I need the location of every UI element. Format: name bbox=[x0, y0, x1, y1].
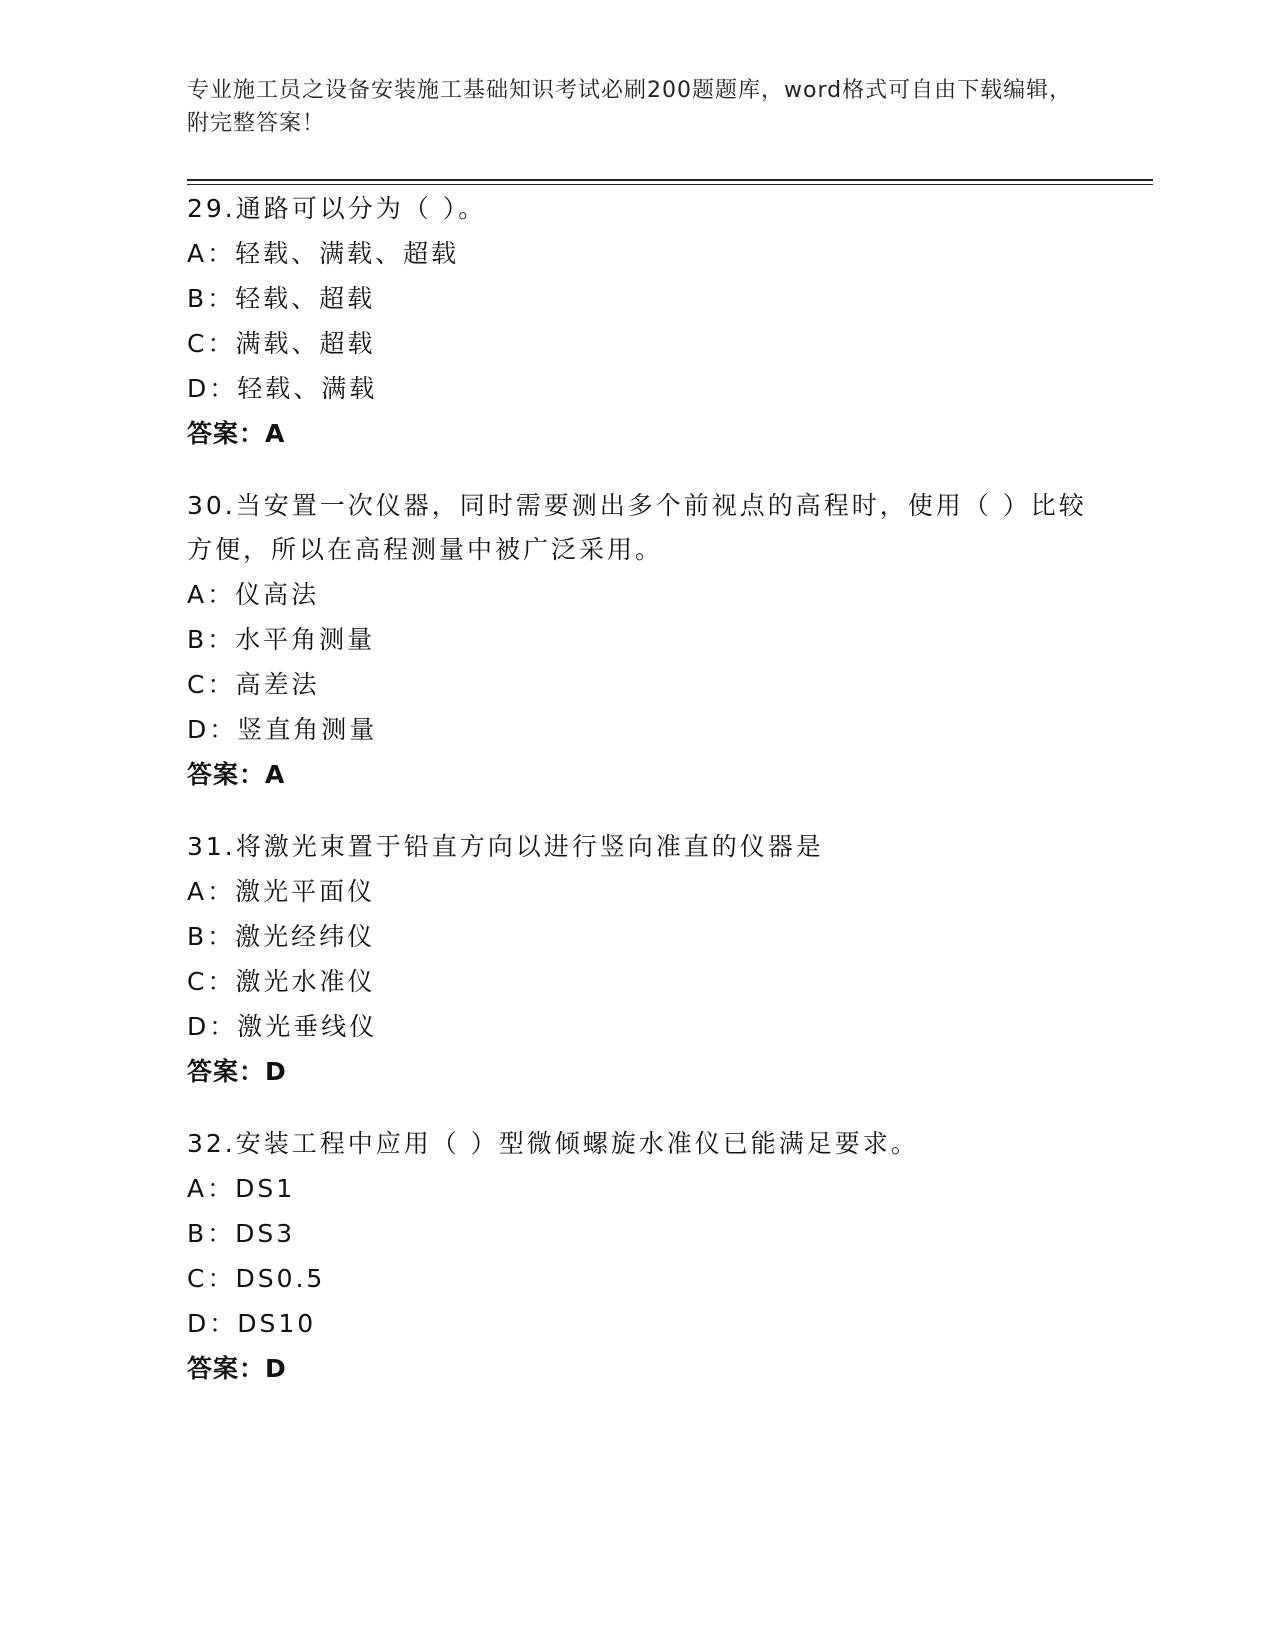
option-c: C：激光水准仪 bbox=[187, 967, 376, 996]
option-b: B：激光经纬仪 bbox=[187, 922, 376, 951]
question-stem: 30.当安置一次仪器，同时需要测出多个前视点的高程时，使用（ ）比较方便，所以在高程测量中被广泛采用。 bbox=[187, 491, 1087, 564]
answer-label: 答案： bbox=[187, 1354, 266, 1383]
question-list bbox=[187, 187, 1087, 1419]
option-c: C：DS0.5 bbox=[187, 1264, 326, 1293]
option-b: B：水平角测量 bbox=[187, 625, 376, 654]
option-c: C：满载、超载 bbox=[187, 329, 376, 358]
answer-line bbox=[187, 1346, 1087, 1392]
question-32 bbox=[187, 1122, 1087, 1392]
option-c: C：高差法 bbox=[187, 670, 320, 699]
answer-label: 答案： bbox=[187, 1057, 266, 1086]
answer-line bbox=[187, 1049, 1087, 1095]
question-stem: 31.将激光束置于铅直方向以进行竖向准直的仪器是 bbox=[187, 832, 824, 861]
question-31 bbox=[187, 825, 1087, 1095]
answer-value: A bbox=[265, 760, 286, 789]
answer-value: D bbox=[265, 1354, 287, 1383]
question-stem: 29.通路可以分为（ ）。 bbox=[187, 194, 487, 223]
answer-value: D bbox=[265, 1057, 287, 1086]
header-divider-bottom bbox=[187, 184, 1153, 185]
option-b: B：DS3 bbox=[187, 1219, 296, 1248]
option-d: D：激光垂线仪 bbox=[187, 1012, 378, 1041]
option-a: A：激光平面仪 bbox=[187, 877, 376, 906]
answer-line bbox=[187, 752, 1087, 798]
option-d: D：DS10 bbox=[187, 1309, 317, 1338]
option-a: A：DS1 bbox=[187, 1174, 296, 1203]
answer-line bbox=[187, 411, 1087, 457]
option-d: D：轻载、满载 bbox=[187, 374, 378, 403]
option-b: B：轻载、超载 bbox=[187, 284, 376, 313]
question-30 bbox=[187, 484, 1087, 798]
page-header bbox=[187, 74, 1087, 140]
answer-value: A bbox=[265, 419, 286, 448]
question-stem: 32.安装工程中应用（ ）型微倾螺旋水准仪已能满足要求。 bbox=[187, 1129, 919, 1158]
option-a: A：轻载、满载、超载 bbox=[187, 239, 460, 268]
question-29 bbox=[187, 187, 1087, 457]
option-a: A：仪高法 bbox=[187, 580, 320, 609]
option-d: D：竖直角测量 bbox=[187, 715, 378, 744]
answer-label: 答案： bbox=[187, 419, 266, 448]
answer-label: 答案： bbox=[187, 760, 266, 789]
header-divider-top bbox=[187, 179, 1153, 181]
page-header-title: 专业施工员之设备安装施工基础知识考试必刷200题题库，word格式可自由下载编辑，附完整答案！ bbox=[187, 78, 1073, 136]
